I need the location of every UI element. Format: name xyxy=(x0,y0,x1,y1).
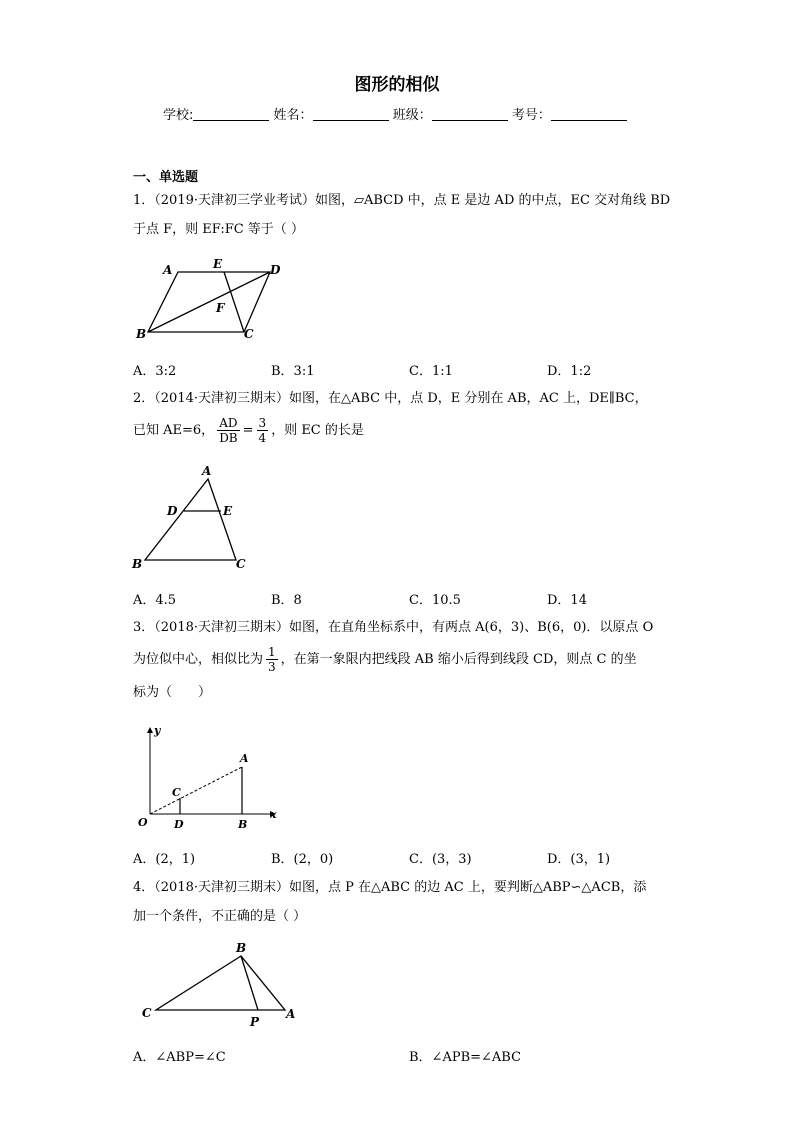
label-c: C xyxy=(236,557,246,571)
question-3-option-a[interactable]: A．(2，1) xyxy=(133,852,196,867)
question-1-option-c[interactable]: C．1:1 xyxy=(409,364,453,379)
label-c: C xyxy=(172,786,181,799)
label-d: D xyxy=(174,818,184,831)
label-c: C xyxy=(244,327,254,341)
question-4-option-b[interactable]: B．∠APB=∠ABC xyxy=(409,1050,522,1065)
class-label: 班级： xyxy=(392,108,432,123)
question-2-text xyxy=(133,384,673,449)
label-e: E xyxy=(223,504,233,518)
label-a: A xyxy=(163,263,173,277)
question-4-option-a[interactable]: A．∠ABP=∠C xyxy=(133,1050,226,1065)
number-label: 考号： xyxy=(511,108,551,123)
triangle-abc xyxy=(145,479,236,560)
question-1-figure xyxy=(130,256,290,344)
label-f: F xyxy=(216,301,225,315)
diagonal-bd xyxy=(148,272,270,332)
question-1-line2: 于点 F，则 EF:FC 等于（ ） xyxy=(133,222,304,237)
question-1-option-d[interactable]: D．1:2 xyxy=(547,364,592,379)
label-d: D xyxy=(270,263,281,277)
question-3-ratio-text: 为位似中心，相似比为 xyxy=(133,652,264,667)
question-2-line2 xyxy=(133,413,673,449)
label-b: B xyxy=(132,557,143,571)
label-x: x xyxy=(270,808,277,821)
equals-sign: = xyxy=(242,423,254,438)
class-blank[interactable] xyxy=(432,108,508,121)
fraction-1-3: $\frac{1}{3}$ xyxy=(268,645,276,674)
name-label: 姓名： xyxy=(273,108,313,123)
question-1-option-a[interactable]: A．3:2 xyxy=(133,364,177,379)
label-a: A xyxy=(286,1007,296,1021)
label-y: y xyxy=(154,724,161,737)
question-1-text xyxy=(133,186,673,244)
fraction-3-4: $\frac{3}{4}$ xyxy=(258,416,267,445)
question-3-line3: 标为（ ） xyxy=(133,685,212,700)
label-e: E xyxy=(213,257,223,271)
question-3-line1: 3．（2018·天津初三期末）如图，在直角坐标系中，有两点 A(6，3)、B(6，0)．以原点 O xyxy=(133,620,654,635)
question-2-ask: ，则 EC 的长是 xyxy=(271,423,364,438)
question-2-figure xyxy=(128,462,258,574)
label-o: O xyxy=(138,816,148,829)
school-label: 学校: xyxy=(163,108,194,123)
student-info-row xyxy=(163,104,627,123)
fraction-ad-db: $\frac{AD}{DB}$ xyxy=(219,416,238,445)
question-2-given: 已知 AE=6， xyxy=(133,423,215,438)
question-2-option-d[interactable]: D．14 xyxy=(547,593,587,608)
question-3-text xyxy=(133,613,673,707)
dashed-line-oa xyxy=(150,767,242,814)
section-heading: 一、单选题 xyxy=(133,170,199,185)
label-b: B xyxy=(136,327,147,341)
question-3-option-c[interactable]: C．(3，3) xyxy=(409,852,472,867)
question-4-line1: 4．（2018·天津初三期末）如图，点 P 在△ABC 的边 AC 上，要判断△ABP∽△ACB，添 xyxy=(133,880,647,895)
question-2-line1: 2．（2014·天津初三期末）如图，在△ABC 中，点 D，E 分别在 AB，AC 上，DE∥BC， xyxy=(133,391,648,406)
segment-bp xyxy=(241,956,258,1010)
question-3-line2 xyxy=(133,642,673,678)
question-1-option-b[interactable]: B．3:1 xyxy=(271,364,315,379)
label-b: B xyxy=(238,818,248,831)
question-2-option-a[interactable]: A．4.5 xyxy=(133,593,177,608)
question-4-text xyxy=(133,873,673,931)
question-2-option-c[interactable]: C．10.5 xyxy=(409,593,461,608)
label-a: A xyxy=(202,464,212,478)
question-4-figure xyxy=(138,938,308,1030)
number-blank[interactable] xyxy=(551,108,627,121)
question-3-figure xyxy=(130,722,290,832)
question-4-line2: 加一个条件，不正确的是（ ） xyxy=(133,909,307,924)
label-d: D xyxy=(167,504,178,518)
label-p: P xyxy=(250,1015,260,1029)
question-3-option-d[interactable]: D．(3，1) xyxy=(547,852,611,867)
label-c: C xyxy=(142,1006,152,1020)
school-blank[interactable] xyxy=(193,108,269,121)
label-b: B xyxy=(236,941,247,955)
question-3-option-b[interactable]: B．(2，0) xyxy=(271,852,334,867)
page-title: 图形的相似 xyxy=(354,75,440,95)
segment-ec xyxy=(224,272,244,332)
question-1-line1: 1．（2019·天津初三学业考试）如图，▱ABCD 中，点 E 是边 AD 的中点，EC 交对角线 BD xyxy=(133,193,671,208)
question-3-rest: ，在第一象限内把线段 AB 缩小后得到线段 CD，则点 C 的坐 xyxy=(280,652,637,667)
triangle-abc xyxy=(156,956,285,1010)
label-a: A xyxy=(240,752,249,765)
question-2-option-b[interactable]: B．8 xyxy=(271,593,302,608)
name-blank[interactable] xyxy=(313,108,389,121)
